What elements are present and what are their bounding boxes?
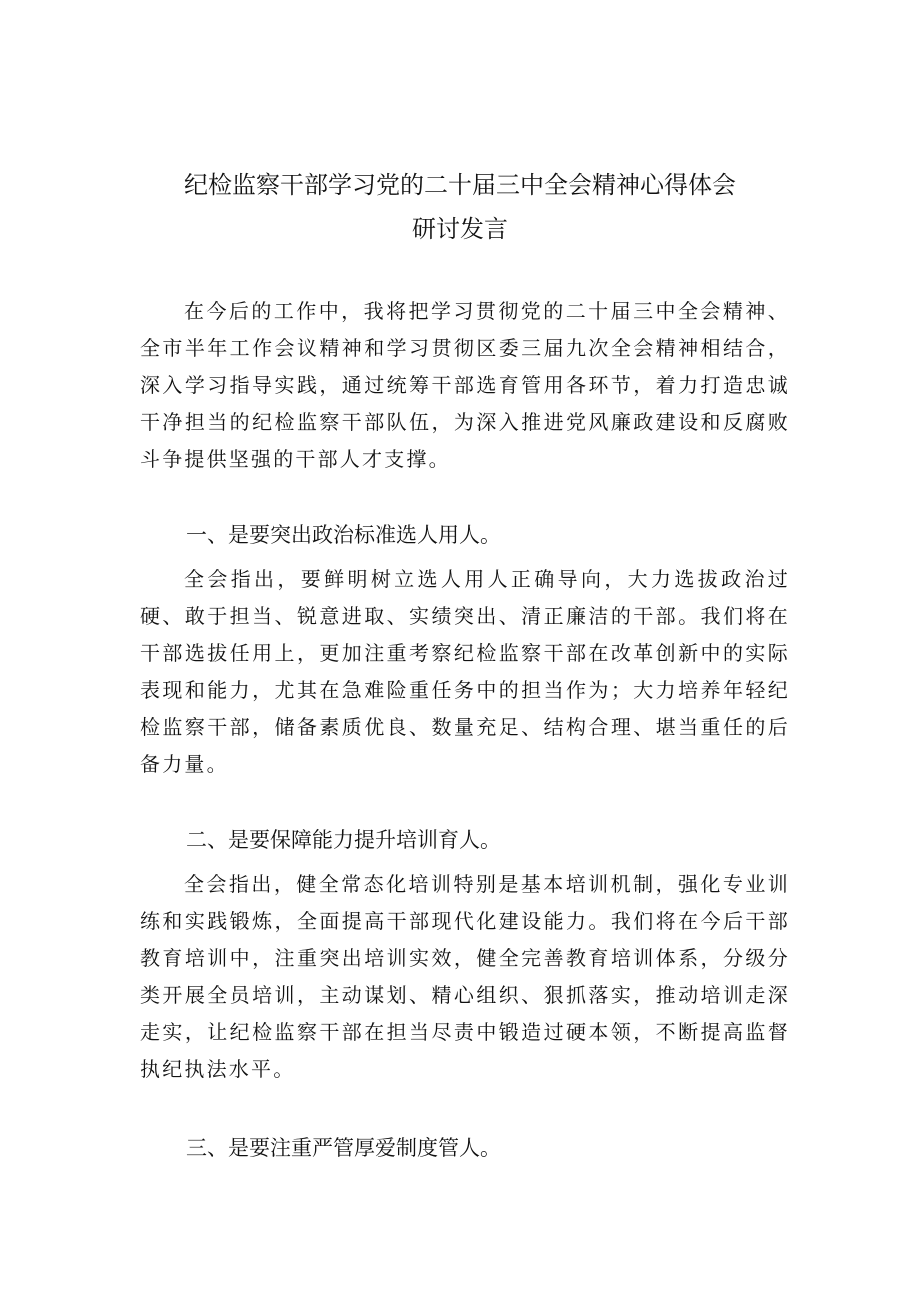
section-2-paragraph: 全会指出，健全常态化培训特别是基本培训机制，强化专业训练和实践锻炼，全面提高干部现代化建设能力。我们将在今后干部教育培训中，注重突出培训实效，健全完善教育培训体系，分级分类开展全员培训，主动谋划、精心组织、狠抓落实，推动培训走深走实，让纪检监察干部在担当尽责中锻造过硬本领，不断提高监督执纪执法水平。 [140,872,790,1081]
document-title-line-1: 纪检监察干部学习党的二十届三中全会精神心得体会 [184,171,736,199]
section-heading-3: 三、是要注重严管厚爱制度管人。 [186,1136,501,1160]
section-1-paragraph: 全会指出，要鲜明树立选人用人正确导向，大力选拔政治过硬、敢于担当、锐意进取、实绩突出、清正廉洁的干部。我们将在干部选拔任用上，更加注重考察纪检监察干部在改革创新中的实际表现和能力，尤其在急难险重任务中的担当作为；大力培养年轻纪检监察干部，储备素质优良、数量充足、结构合理、堪当重任的后备力量。 [140,567,790,776]
intro-paragraph: 在今后的工作中，我将把学习贯彻党的二十届三中全会精神、全市半年工作会议精神和学习贯彻区委三届九次全会精神相结合，深入学习指导实践，通过统筹干部选育管用各环节，着力打造忠诚干净担当的纪检监察干部队伍，为深入推进党风廉政建设和反腐败斗争提供坚强的干部人才支撑。 [140,299,790,471]
section-heading-2: 二、是要保障能力提升培训育人。 [186,828,501,852]
section-heading-1: 一、是要突出政治标准选人用人。 [186,523,501,547]
document-title-line-2: 研讨发言 [412,215,508,243]
